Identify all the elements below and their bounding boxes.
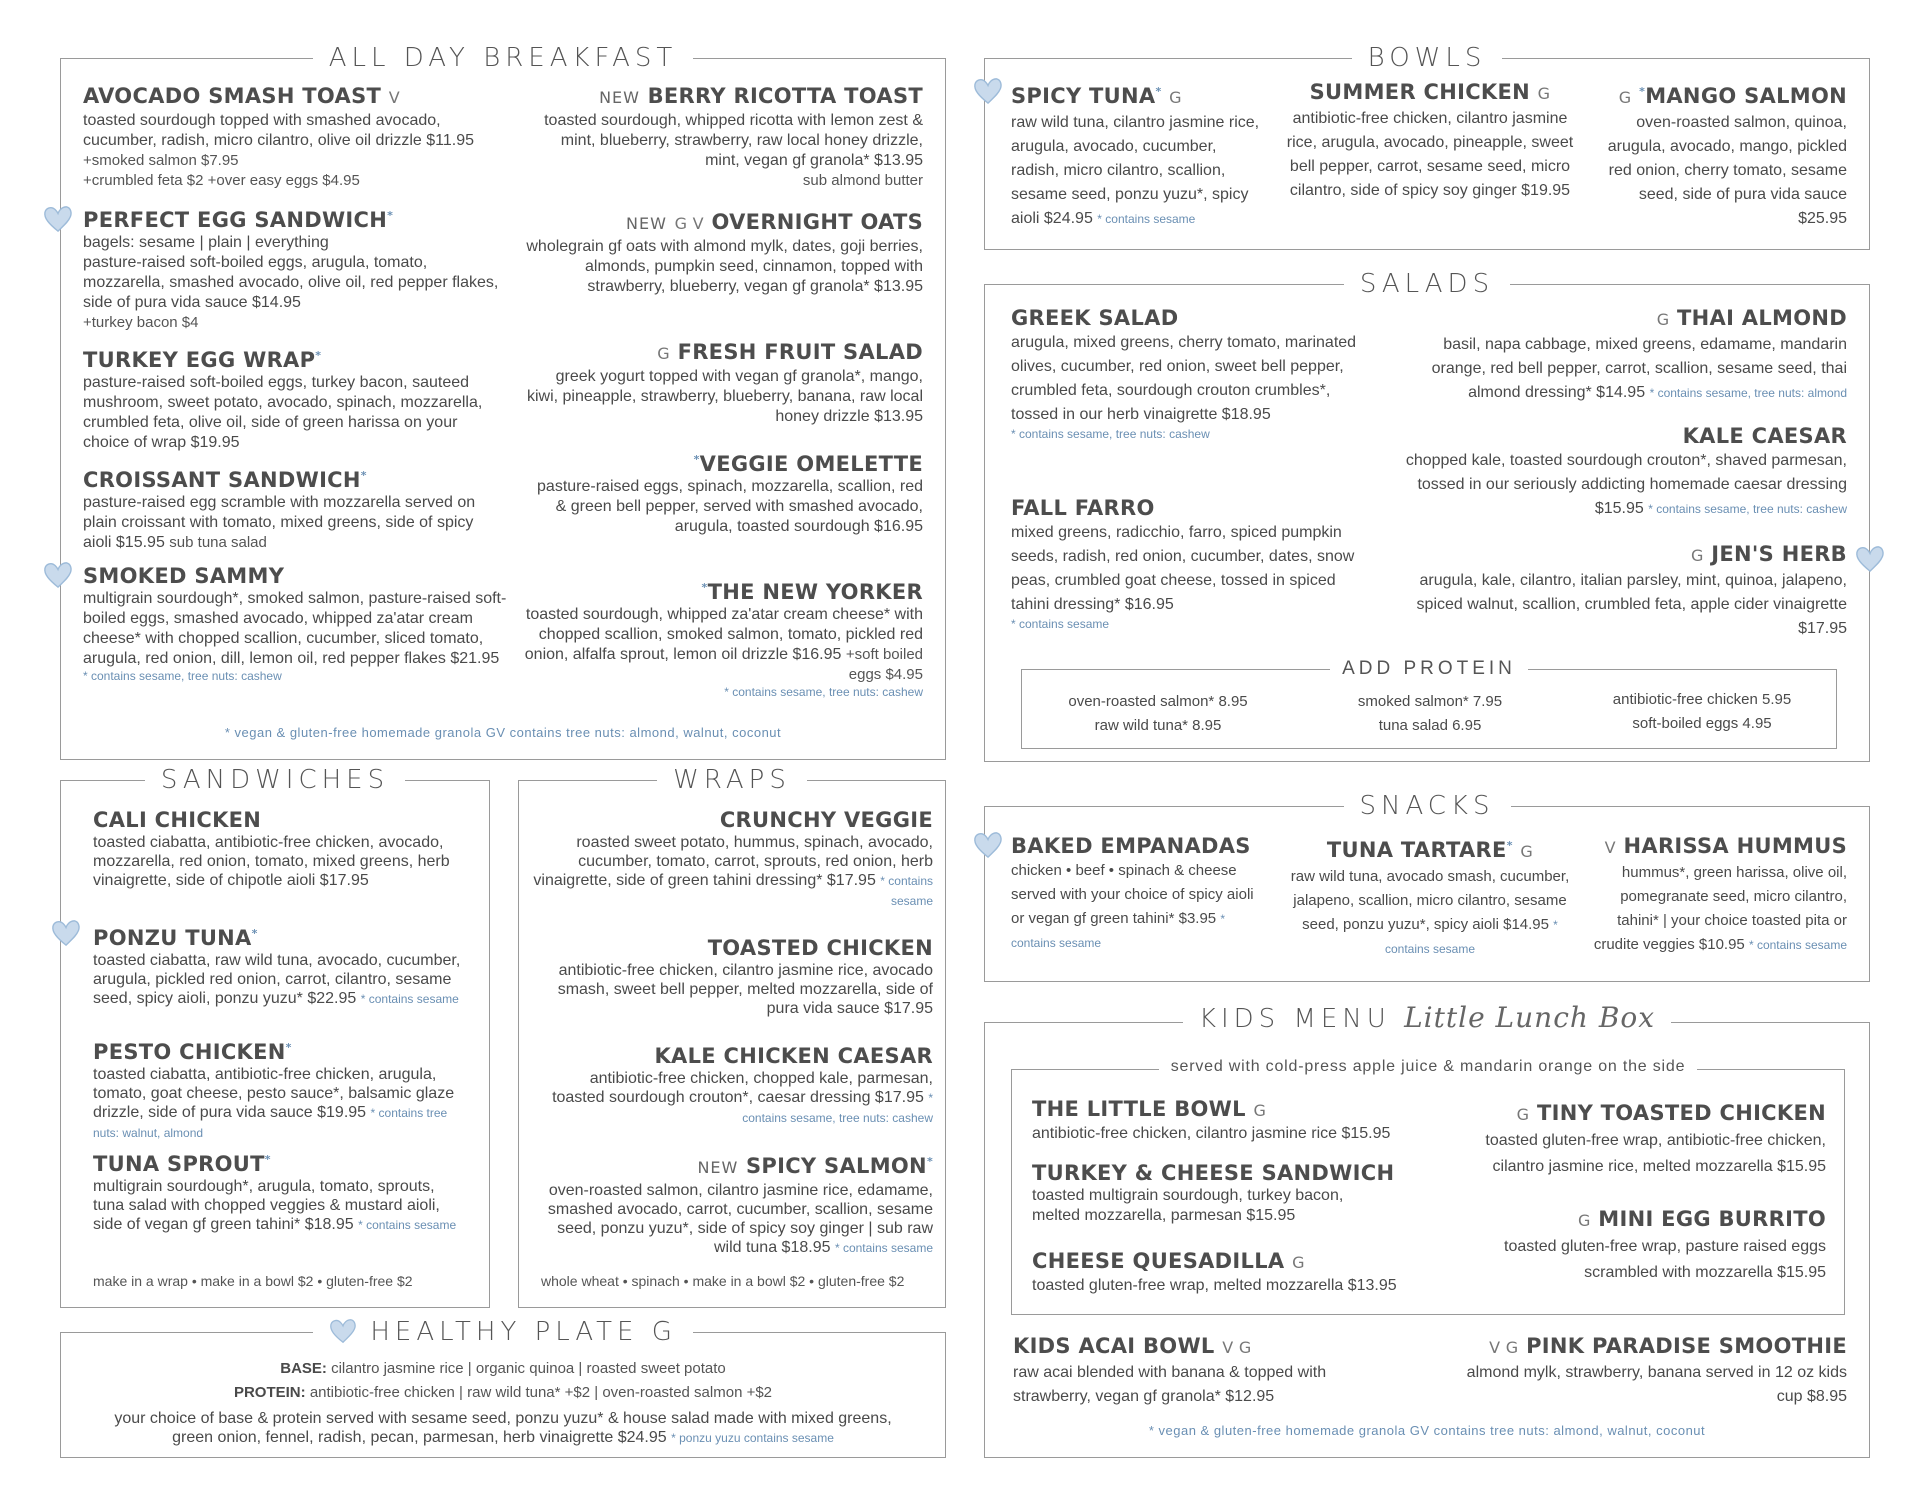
item-tag: G — [1577, 1211, 1591, 1230]
item-name: FRESH FRUIT SALAD — [677, 340, 923, 364]
healthy-plate-desc: your choice of base & protein served with sesame seed, ponzu yuzu* & house salad made with mixed greens, green onion, fennel, radish, pecan, parmesan, herb vinaigrette $24.95 — [114, 1410, 892, 1446]
item-tag: G — [1516, 1105, 1530, 1124]
item-name: TUNA TARTARE — [1326, 838, 1507, 862]
item-mark: * — [285, 1041, 292, 1054]
kids-menu-title: KIDS MENU — [1198, 1004, 1391, 1034]
kids-menu-script-title: Little Lunch Box — [1404, 1001, 1656, 1034]
heart-icon — [973, 77, 1003, 105]
item-tag: V G — [1222, 1338, 1252, 1357]
menu-item-crunchy-veggie — [533, 807, 933, 911]
bowls-title: BOWLS — [1352, 43, 1503, 73]
item-name: THAI ALMOND — [1677, 306, 1847, 330]
sandwiches-title: SANDWICHES — [145, 765, 405, 795]
item-desc: greek yogurt topped with vegan gf granola*, mango, kiwi, pineapple, strawberry, blueberry, banana, raw local honey drizzle $13.95 — [526, 368, 923, 425]
item-tag: G — [1690, 546, 1704, 565]
item-name: OVERNIGHT OATS — [711, 210, 923, 234]
menu-item-overnight-oats — [523, 209, 923, 297]
item-name: PONZU TUNA — [93, 926, 252, 950]
item-desc: toasted sourdough, whipped za'atar cream cheese* with chopped scallion, smoked salmon, tomato, pickled red onion, alfalfa sprout, lemon oil drizzle $16.95 — [524, 606, 923, 663]
protein-option: smoked salmon* 7.95 — [1357, 693, 1503, 710]
menu-item-croissant — [83, 463, 503, 553]
item-desc: multigrain sourdough*, arugula, tomato, sprouts, tuna salad with chopped veggies & mustard aioli, side of vegan gf green tahini* $18.95 — [93, 1178, 440, 1233]
item-name: PESTO CHICKEN — [93, 1040, 286, 1064]
item-addon: +soft boiled eggs $4.95 — [845, 646, 923, 683]
item-name: CROISSANT SANDWICH — [83, 468, 361, 492]
wraps-section — [518, 765, 946, 1308]
menu-item-veggie-omelette — [523, 447, 923, 537]
add-protein-title: ADD PROTEIN — [1330, 658, 1528, 679]
kids-footer-note: * vegan & gluten-free homemade granola GV contains tree nuts: almond, walnut, coconut — [1148, 1423, 1706, 1438]
item-desc: chopped kale, toasted sourdough crouton*, shaved parmesan, tossed in our seriously addicting homemade caesar dressing $15.95 — [1405, 452, 1847, 517]
menu-item-kale-caesar — [1395, 423, 1847, 521]
item-name: THE LITTLE BOWL — [1032, 1097, 1246, 1121]
item-desc: chicken • beef • spinach & cheese served with your choice of spicy aioli or vegan gf green tahini* $3.95 — [1011, 862, 1254, 927]
item-name: SPICY TUNA — [1011, 84, 1156, 108]
item-addon: +crumbled feta $2 +over easy eggs $4.95 — [83, 172, 360, 189]
item-tag: G — [657, 344, 670, 363]
menu-item-fruit-salad — [523, 339, 923, 427]
menu-item-turkey-egg-wrap — [83, 343, 503, 453]
item-tag: G — [651, 1317, 677, 1347]
menu-item-baked-empanadas — [1011, 833, 1261, 955]
item-tag: G — [1520, 842, 1534, 861]
item-desc: toasted multigrain sourdough, turkey bacon, melted mozzarella, parmesan $15.95 — [1032, 1187, 1344, 1224]
menu-item-smoked-sammy — [83, 563, 508, 683]
item-addon: +turkey bacon $4 — [83, 314, 199, 331]
menu-item-jens-herb — [1395, 541, 1847, 641]
kids-served-with: served with cold-press apple juice & mandarin orange on the side — [1159, 1058, 1698, 1075]
menu-item-spicy-salmon — [533, 1149, 933, 1258]
item-desc: pasture-raised soft-boiled eggs, turkey bacon, sauteed mushroom, sweet potato, avocado, spinach, mozzarella, crumbled feta, olive oil, side of green harissa on your choice of wrap $19.95 — [83, 374, 483, 451]
protein-option: raw wild tuna* 8.95 — [1094, 717, 1222, 734]
menu-item-little-bowl — [1032, 1096, 1452, 1144]
heart-icon — [1855, 545, 1885, 573]
kids-menu-section — [984, 1001, 1870, 1458]
item-tag: G V — [674, 214, 704, 233]
item-mark: * — [701, 581, 708, 594]
menu-item-tuna-tartare — [1285, 833, 1575, 961]
menu-item-berry-toast — [523, 83, 923, 191]
new-badge: NEW — [599, 88, 640, 107]
breakfast-section — [60, 43, 946, 760]
item-name: HARISSA HUMMUS — [1623, 834, 1847, 858]
item-name: KALE CHICKEN CAESAR — [654, 1044, 933, 1068]
item-mark: * — [1155, 85, 1162, 98]
allergen-note: * contains sesame — [834, 1241, 933, 1255]
menu-item-pink-smoothie — [1455, 1333, 1847, 1409]
protein-label: PROTEIN: — [233, 1384, 306, 1401]
item-mark: * — [315, 349, 322, 362]
item-desc: pasture-raised eggs, spinach, mozzarella, scallion, red & green bell pepper, served with smashed avocado, arugula, toasted sourdough $16.95 — [537, 478, 923, 535]
item-desc: antibiotic-free chicken, chopped kale, parmesan, toasted sourdough crouton*, caesar dressing $17.95 — [552, 1070, 933, 1106]
protein-option: antibiotic-free chicken 5.95 — [1612, 691, 1792, 708]
allergen-note: * contains sesame — [358, 1218, 457, 1232]
item-tag: G — [1169, 88, 1182, 107]
item-desc: toasted gluten-free wrap, pasture raised eggs scrambled with mozzarella $15.95 — [1504, 1238, 1826, 1281]
item-name: VEGGIE OMELETTE — [699, 452, 923, 476]
menu-item-kale-chicken-caesar — [533, 1043, 933, 1128]
allergen-note: * contains sesame — [880, 874, 933, 908]
item-options: bagels: sesame | plain | everything — [83, 234, 329, 251]
allergen-note: * contains sesame — [360, 992, 459, 1006]
allergen-note: * contains sesame — [1097, 212, 1196, 226]
item-tag: G — [1656, 310, 1670, 329]
item-name: PERFECT EGG SANDWICH — [83, 208, 388, 232]
item-name: BERRY RICOTTA TOAST — [647, 84, 923, 108]
item-name: TINY TOASTED CHICKEN — [1536, 1101, 1826, 1125]
menu-item-mango-salmon — [1595, 79, 1847, 231]
heart-icon — [51, 919, 81, 947]
item-name: MINI EGG BURRITO — [1598, 1207, 1826, 1231]
item-tag: G — [1537, 84, 1551, 103]
protein-option: soft-boiled eggs 4.95 — [1632, 715, 1772, 732]
kids-main-box — [1011, 1058, 1845, 1315]
wraps-footer: whole wheat • spinach • make in a bowl $2 • gluten-free $2 — [541, 1273, 905, 1289]
item-desc: arugula, kale, cilantro, italian parsley, mint, quinoa, jalapeno, spiced walnut, scallion, crumbled feta, apple cider vinaigrette $17.95 — [1416, 572, 1847, 637]
item-desc: multigrain sourdough*, smoked salmon, pasture-raised soft-boiled eggs, smashed avocado, whipped za'atar cream cheese* with chopped scallion, cucumber, sliced tomato, arugula, red onion, dill, lemon oil, red pepper flakes $21.95 — [83, 590, 507, 667]
allergen-note: * contains sesame — [1748, 938, 1847, 952]
item-name: SUMMER CHICKEN — [1309, 80, 1531, 104]
item-desc: pasture-raised egg scramble with mozzarella served on plain croissant with tomato, mixed greens, side of spicy aioli $15.95 — [83, 494, 476, 551]
new-badge: NEW — [626, 214, 667, 233]
item-desc: oven-roasted salmon, quinoa, arugula, avocado, mango, pickled red onion, cherry tomato, sesame seed, side of pura vida sauce $25.95 — [1607, 114, 1847, 227]
item-desc: wholegrain gf oats with almond mylk, dates, goji berries, almonds, pumpkin seed, cinnamon, topped with strawberry, blueberry, vegan gf granola* $13.95 — [526, 238, 923, 295]
menu-item-new-yorker — [517, 575, 923, 699]
allergen-note: * contains sesame, tree nuts: cashew — [1011, 427, 1210, 441]
base-options: cilantro jasmine rice | organic quinoa | roasted sweet potato — [331, 1360, 726, 1377]
item-tag: G — [1618, 88, 1632, 107]
item-mark: * — [264, 1153, 271, 1166]
item-desc: basil, napa cabbage, mixed greens, edamame, mandarin orange, red bell pepper, carrot, scallion, sesame seed, thai almond dressing* $14.95 — [1431, 336, 1847, 401]
item-addon: sub tuna salad — [169, 534, 267, 551]
menu-item-thai-almond — [1395, 305, 1847, 405]
item-desc: toasted gluten-free wrap, antibiotic-free chicken, cilantro jasmine rice, melted mozzarella $15.95 — [1485, 1132, 1826, 1175]
item-name: THE NEW YORKER — [707, 580, 923, 604]
heart-icon — [973, 831, 1003, 859]
healthy-plate-title: HEALTHY PLATE — [370, 1317, 639, 1347]
item-desc: hummus*, green harissa, olive oil, pomegranate seed, micro cilantro, tahini* | your choice toasted pita or crudite veggies $10.95 — [1593, 864, 1847, 953]
item-name: CRUNCHY VEGGIE — [719, 808, 933, 832]
menu-item-spicy-tuna — [1011, 79, 1261, 231]
bowls-section — [984, 43, 1870, 250]
add-protein-box — [1021, 658, 1837, 749]
menu-item-tiny-toasted-chicken — [1452, 1100, 1826, 1180]
allergen-note: * contains sesame, tree nuts: cashew — [1648, 502, 1847, 516]
item-desc: toasted ciabatta, antibiotic-free chicken, avocado, mozzarella, red onion, tomato, mixed greens, herb vinaigrette, side of chipotle aioli $17.95 — [93, 834, 450, 889]
salads-section — [984, 269, 1870, 762]
sandwiches-footer: make in a wrap • make in a bowl $2 • gluten-free $2 — [93, 1273, 413, 1289]
item-desc: mixed greens, radicchio, farro, spiced pumpkin seeds, radish, red onion, cucumber, dates, snow peas, crumbled goat cheese, tossed in spiced tahini dressing* $16.95 — [1011, 524, 1355, 613]
item-desc: toasted sourdough topped with smashed avocado, cucumber, radish, micro cilantro, olive oil drizzle $11.95 — [83, 112, 474, 149]
item-name: TURKEY EGG WRAP — [83, 348, 316, 372]
menu-item-tuna-sprout — [93, 1147, 463, 1235]
item-desc: roasted sweet potato, hummus, spinach, avocado, cucumber, tomato, carrot, sprouts, red onion, herb vinaigrette, side of green tahini dressing* $17.95 — [533, 834, 933, 889]
item-mark: * — [693, 453, 700, 466]
salads-title: SALADS — [1344, 269, 1510, 299]
item-mark: * — [1639, 85, 1646, 98]
item-tag: V — [388, 88, 400, 107]
item-name: GREEK SALAD — [1011, 306, 1179, 330]
item-name: AVOCADO SMASH TOAST — [83, 84, 382, 108]
item-name: PINK PARADISE SMOOTHIE — [1526, 1334, 1847, 1358]
heart-icon — [43, 205, 73, 233]
heart-icon — [329, 1318, 357, 1344]
wraps-title: WRAPS — [657, 765, 807, 795]
menu-item-summer-chicken — [1285, 79, 1575, 203]
allergen-note: * contains sesame — [1011, 617, 1110, 631]
item-name: KALE CAESAR — [1682, 424, 1847, 448]
menu-item-mini-egg-burrito — [1452, 1206, 1826, 1286]
item-name: FALL FARRO — [1011, 496, 1155, 520]
allergen-note: * ponzu yuzu contains sesame — [671, 1431, 834, 1445]
menu-item-harissa-hummus — [1581, 833, 1847, 957]
item-desc: toasted ciabatta, antibiotic-free chicken, arugula, tomato, goat cheese, pesto sauce*, balsamic glaze drizzle, side of pura vida sauce $19.95 — [93, 1066, 455, 1121]
item-name: SMOKED SAMMY — [83, 564, 285, 588]
allergen-note: * contains sesame, tree nuts: almond — [1649, 386, 1847, 400]
base-label: BASE: — [280, 1360, 327, 1377]
heart-icon — [43, 561, 73, 589]
item-name: JEN'S HERB — [1711, 542, 1847, 566]
item-desc: raw wild tuna, cilantro jasmine rice, arugula, avocado, cucumber, radish, micro cilantro, scallion, sesame seed, ponzu yuzu*, spicy aioli $24.95 — [1011, 114, 1260, 227]
item-name: SPICY SALMON — [745, 1154, 927, 1178]
item-tag: V G — [1489, 1338, 1519, 1357]
item-mark: * — [360, 469, 367, 482]
item-addon: sub almond butter — [802, 172, 923, 189]
menu-item-cali-chicken — [93, 807, 463, 890]
allergen-note: * contains tree nuts: walnut, almond — [93, 1106, 448, 1140]
item-name: TURKEY & CHEESE SANDWICH — [1032, 1161, 1395, 1185]
item-tag: G — [1292, 1253, 1305, 1272]
item-tag: V — [1604, 838, 1616, 857]
item-addon: +smoked salmon $7.95 — [83, 152, 239, 169]
item-name: BAKED EMPANADAS — [1011, 834, 1251, 858]
item-desc: raw wild tuna, avocado smash, cucumber, jalapeno, scallion, micro cilantro, sesame seed, ponzu yuzu*, spicy aioli $14.95 — [1290, 868, 1570, 933]
menu-item-ponzu-tuna — [93, 921, 463, 1009]
item-desc: toasted ciabatta, raw wild tuna, avocado, cucumber, arugula, pickled red onion, carrot, cilantro, sesame seed, spicy aioli, ponzu yuzu* $22.95 — [93, 952, 461, 1007]
breakfast-title: ALL DAY BREAKFAST — [313, 43, 694, 73]
item-desc: raw acai blended with banana & topped with strawberry, vegan gf granola* $12.95 — [1013, 1364, 1327, 1405]
menu-item-kids-acai-bowl — [1013, 1333, 1383, 1409]
item-desc: antibiotic-free chicken, cilantro jasmine rice $15.95 — [1032, 1125, 1391, 1142]
menu-item-avocado-toast — [83, 83, 503, 191]
item-mark: * — [251, 927, 258, 940]
menu-item-toasted-chicken — [533, 935, 933, 1018]
menu-item-pesto-chicken — [93, 1035, 463, 1143]
item-name: TUNA SPROUT — [93, 1152, 265, 1176]
menu-item-fall-farro — [1011, 495, 1361, 631]
allergen-note: * contains sesame, tree nuts: cashew — [724, 685, 923, 699]
healthy-plate-section — [60, 1317, 946, 1458]
item-desc: antibiotic-free chicken, cilantro jasmine rice, avocado smash, sweet bell pepper, melted mozzarella, side of pura vida sauce $17.95 — [557, 962, 933, 1017]
menu-item-greek-salad — [1011, 305, 1361, 441]
allergen-note: * contains sesame — [1384, 918, 1558, 956]
item-name: TOASTED CHICKEN — [707, 936, 933, 960]
new-badge: NEW — [697, 1158, 739, 1177]
menu-item-cheese-quesadilla — [1032, 1248, 1452, 1296]
item-name: CHEESE QUESADILLA — [1032, 1249, 1285, 1273]
menu-item-turkey-cheese — [1032, 1160, 1452, 1226]
item-desc: almond mylk, strawberry, banana served in 12 oz kids cup $8.95 — [1466, 1364, 1847, 1405]
breakfast-footer-note: * vegan & gluten-free homemade granola GV contains tree nuts: almond, walnut, coconut — [224, 725, 782, 740]
menu-item-egg-sandwich — [83, 203, 503, 333]
item-mark: * — [926, 1155, 933, 1168]
item-mark: * — [1506, 839, 1513, 852]
item-name: CALI CHICKEN — [93, 808, 262, 832]
snacks-title: SNACKS — [1344, 791, 1511, 821]
item-tag: G — [1253, 1101, 1267, 1120]
item-desc: toasted gluten-free wrap, melted mozzarella $13.95 — [1032, 1277, 1397, 1294]
item-name: MANGO SALMON — [1645, 84, 1847, 108]
allergen-note: * contains sesame, tree nuts: cashew — [83, 669, 282, 683]
item-desc: toasted sourdough, whipped ricotta with lemon zest & mint, blueberry, strawberry, raw local honey drizzle, mint, vegan gf granola* $13.95 — [544, 112, 923, 169]
item-desc: arugula, mixed greens, cherry tomato, marinated olives, cucumber, red onion, sweet bell pepper, crumbled feta, sourdough crouton crumbles*, tossed in our herb vinaigrette $18.95 — [1011, 334, 1357, 423]
allergen-note: * contains sesame, tree nuts: cashew — [742, 1091, 933, 1125]
snacks-section — [984, 791, 1870, 982]
item-desc: pasture-raised soft-boiled eggs, arugula, tomato, mozzarella, smashed avocado, olive oil, red pepper flakes, side of pura vida sauce $14.95 — [83, 254, 499, 311]
item-desc: oven-roasted salmon, cilantro jasmine rice, edamame, smashed avocado, carrot, cucumber, scallion, sesame seed, ponzu yuzu*, side of spicy soy ginger | sub raw wild tuna $18.95 — [547, 1182, 933, 1256]
protein-option: oven-roasted salmon* 8.95 — [1068, 693, 1248, 710]
item-mark: * — [387, 209, 394, 222]
item-desc: antibiotic-free chicken, cilantro jasmine rice, arugula, avocado, pineapple, sweet bell pepper, carrot, sesame seed, micro cilantro, side of spicy soy ginger $19.95 — [1286, 110, 1574, 199]
allergen-note: * contains sesame — [1011, 912, 1225, 950]
sandwiches-section — [60, 765, 490, 1308]
protein-options: antibiotic-free chicken | raw wild tuna* +$2 | oven-roasted salmon +$2 — [309, 1384, 773, 1401]
item-name: KIDS ACAI BOWL — [1013, 1334, 1215, 1358]
protein-option: tuna salad 6.95 — [1378, 717, 1482, 734]
